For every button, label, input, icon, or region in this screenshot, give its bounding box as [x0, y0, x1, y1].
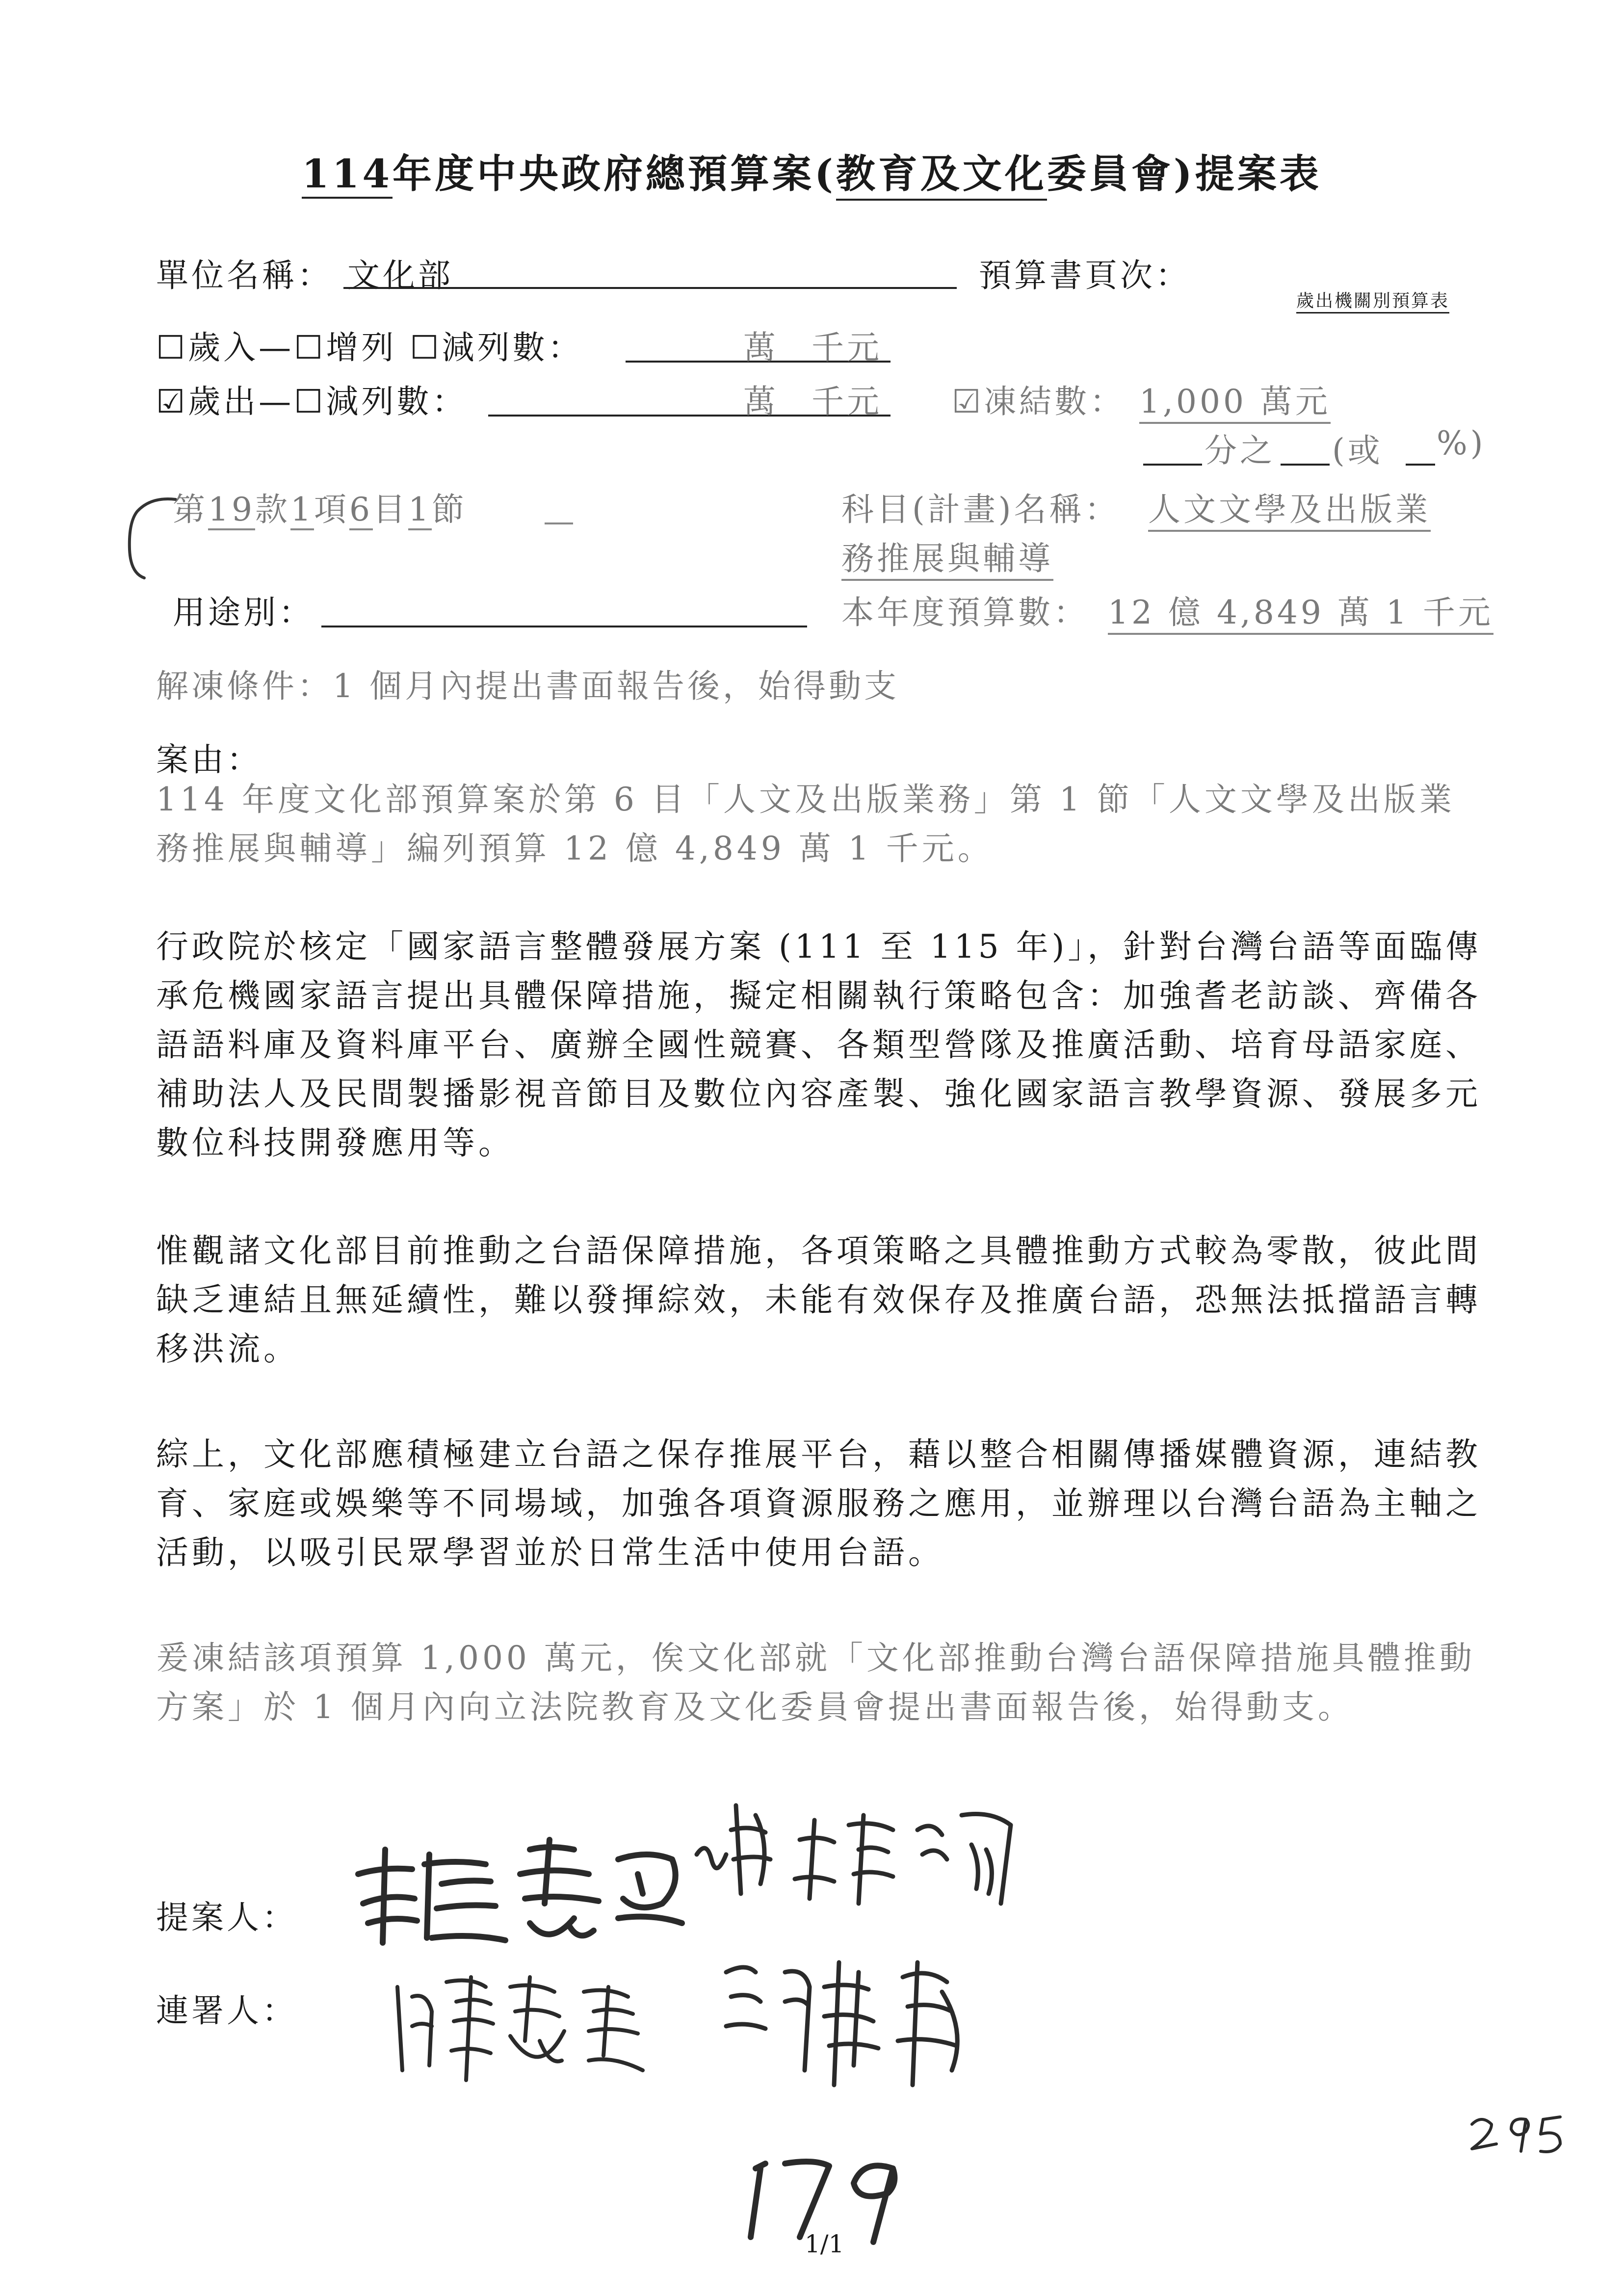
- fraction-blank-1: [1143, 464, 1202, 466]
- section-kuan-label: 款: [255, 491, 290, 528]
- proposer-signature-1: [343, 1820, 697, 1957]
- section-jie: 1: [408, 491, 432, 530]
- section-mu-label: 目: [372, 491, 408, 528]
- title-mid: 年度中央政府總預算案(: [393, 151, 836, 197]
- fraction-part1: 分之: [1205, 432, 1275, 470]
- section-line: [173, 483, 467, 530]
- budget-page-note: 歲出機關別預算表: [1296, 287, 1449, 313]
- section-trailing-blank: [545, 522, 573, 524]
- section-kuan: 19: [208, 491, 255, 530]
- subject-line1: 人文文學及出版業: [1148, 483, 1431, 532]
- section-xiang: 1: [290, 491, 314, 530]
- unit-value: 文化部: [347, 257, 453, 294]
- subject-label: 科目(計畫)名稱：: [841, 491, 1120, 528]
- section-jie-label: 節: [431, 491, 467, 528]
- revenue-amount: 萬 千元: [743, 329, 882, 366]
- fraction-blank-2: [1281, 464, 1330, 466]
- unit-label: 單位名稱：: [156, 257, 333, 294]
- section-prefix: 第: [173, 491, 208, 528]
- reason-paragraph-1: 114 年度文化部預算案於第 6 目「人文及出版業務」第 1 節「人文文學及出版業務推展與輔導」編列預算 12 億 4,849 萬 1 千元。: [156, 781, 1455, 867]
- expense-amount: 萬 千元: [743, 383, 882, 420]
- page-title: [302, 142, 1322, 201]
- freeze-value: 1,000 萬元: [1139, 375, 1331, 424]
- fraction-part3: %): [1437, 424, 1486, 462]
- reason-paragraph-2: 行政院於核定「國家語言整體發展方案 (111 至 115 年)」，針對台灣台語等面臨傳承危機國家語言提出具體保障措施，擬定相關執行策略包含：加強耆老訪談、齊備各語語料庫及資料庫平台、廣辦全國性競賽、各類型營隊及推廣活動、培育母語家庭、補助法人及民間製播影視音節目及數位內容產製、強化國家語言教學資源、發展多元數位科技開發應用等。: [156, 928, 1482, 1162]
- handwritten-number-295: [1462, 2105, 1570, 2164]
- freeze-label: ☑凍結數：: [952, 383, 1126, 420]
- title-year: 114: [302, 151, 393, 199]
- reason-paragraph-4: 綜上，文化部應積極建立台語之保存推展平台，藉以整合相關傳播媒體資源，連結教育、家庭或娛樂等不同場域，加強各項資源服務之應用，並辦理以台灣台語為主軸之活動，以吸引民眾學習並於日常生活中使用台語。: [156, 1435, 1481, 1571]
- expense-line: ☑歲出—☐減列數：: [156, 383, 468, 420]
- revenue-line: ☐歲入—☐增列 ☐減列數：: [156, 329, 583, 366]
- reason-paragraph-3: 惟觀諸文化部目前推動之台語保障措施，各項策略之具體推動方式較為零散，彼此間缺乏連結且無延續性，難以發揮綜效，未能有效保存及推廣台語，恐無法抵擋語言轉移洪流。: [156, 1232, 1481, 1368]
- fraction-blank-3: [1406, 464, 1435, 466]
- usage-label: 用途別：: [173, 594, 314, 631]
- reason-label: 案由：: [156, 741, 262, 779]
- fraction-part2: (或: [1332, 432, 1383, 470]
- title-committee: 教育及文化: [836, 142, 1047, 201]
- section-mu: 6: [349, 491, 373, 530]
- cosigner-label: 連署人：: [156, 1992, 297, 2030]
- unit-underline: [343, 287, 957, 289]
- section-xiang-label: 項: [314, 491, 349, 528]
- subject-line2: 務推展與輔導: [841, 532, 1053, 581]
- unfreeze-condition: 解凍條件：1 個月內提出書面報告後，始得動支: [156, 667, 899, 705]
- cosigner-signature-2: [711, 1943, 996, 2100]
- annual-budget-label: 本年度預算數：: [841, 594, 1089, 631]
- usage-underline: [321, 626, 807, 627]
- title-end: 委員會)提案表: [1047, 151, 1322, 197]
- page-indicator: 1/1: [805, 2230, 844, 2258]
- budget-page-label: 預算書頁次：: [979, 257, 1191, 294]
- annual-budget-value: 12 億 4,849 萬 1 千元: [1108, 586, 1493, 635]
- proposer-label: 提案人：: [156, 1899, 297, 1936]
- reason-paragraph-5: 爰凍結該項預算 1,000 萬元，俟文化部就「文化部推動台灣台語保障措施具體推動方案」於 1 個月內向立法院教育及文化委員會提出書面報告後，始得動支。: [156, 1639, 1475, 1726]
- cosigner-signature-1: [383, 1957, 677, 2090]
- proposer-signature-2: [687, 1786, 1030, 1923]
